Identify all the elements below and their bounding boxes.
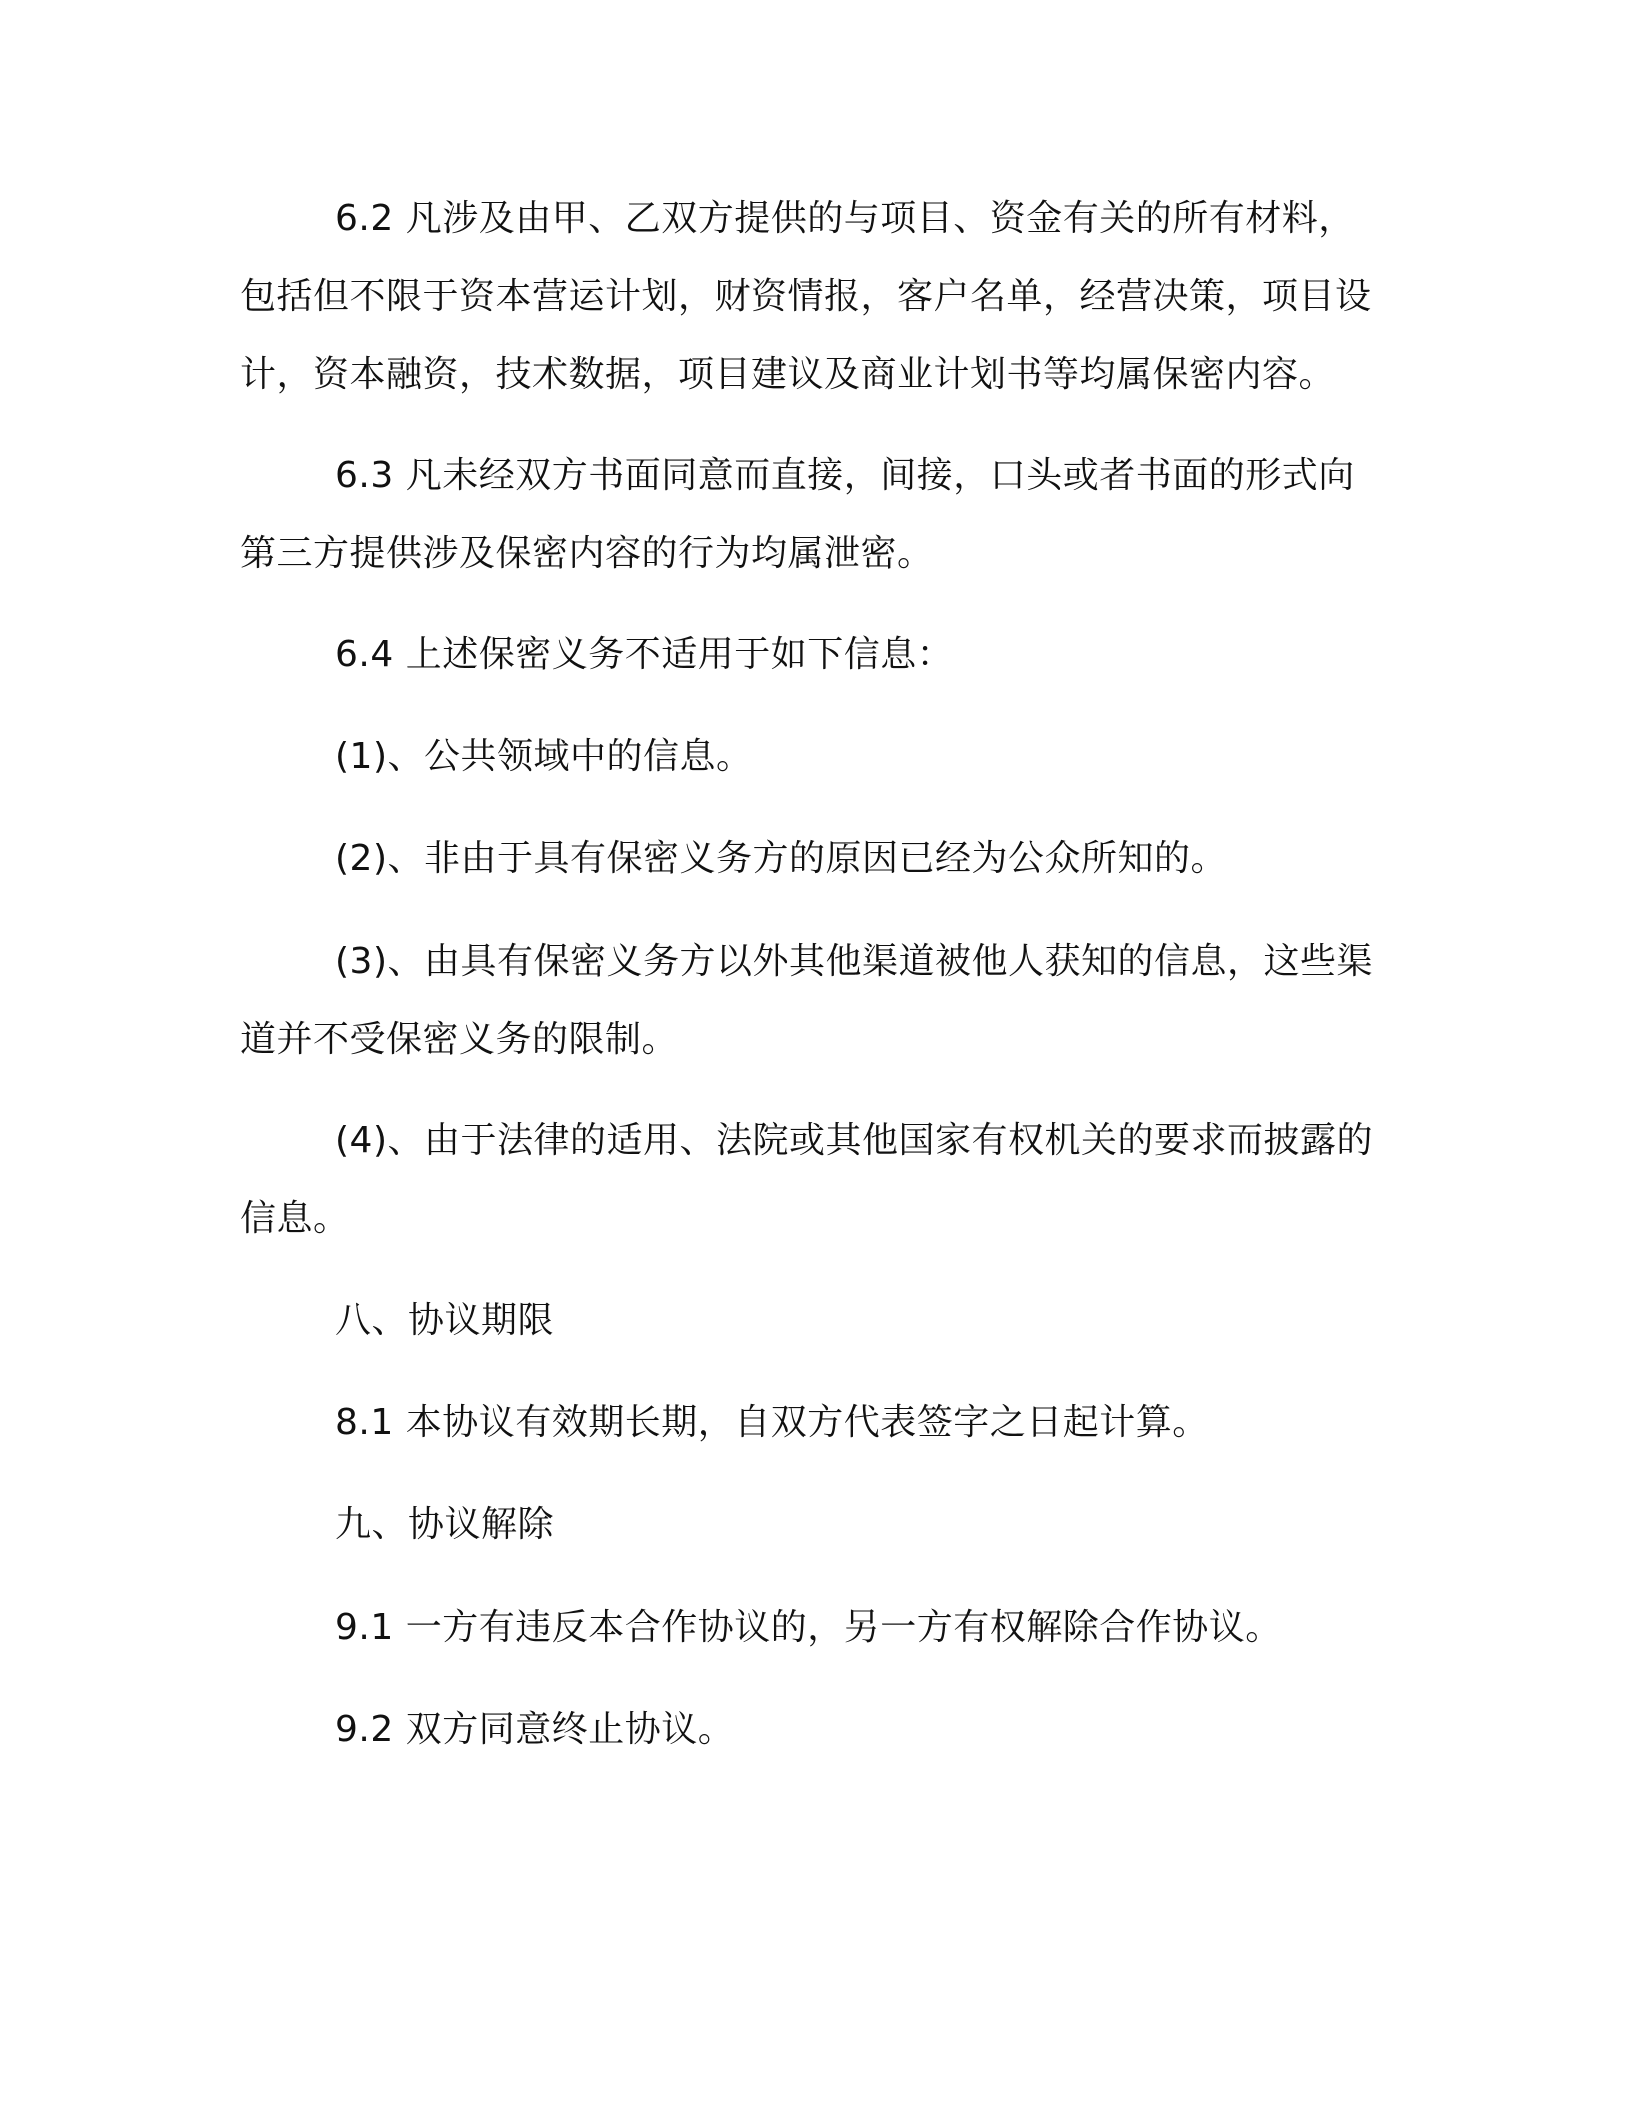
paragraph-item-4: (4)、由于法律的适用、法院或其他国家有权机关的要求而披露的信息。 <box>240 1120 1373 1239</box>
paragraph-item-2: (2)、非由于具有保密义务方的原因已经为公众所知的。 <box>335 838 1227 879</box>
section-heading-8: 八、协议期限 <box>335 1300 555 1341</box>
paragraph-6-2: 6.2 凡涉及由甲、乙双方提供的与项目、资金有关的所有材料，包括但不限于资本营运计划，财资情报，客户名单，经营决策，项目设计，资本融资，技术数据，项目建议及商业计划书等均属保密内容。 <box>240 198 1372 395</box>
paragraph-6-4: 6.4 上述保密义务不适用于如下信息： <box>335 634 954 675</box>
paragraph-6-3: 6.3 凡未经双方书面同意而直接，间接，口头或者书面的形式向第三方提供涉及保密内容的行为均属泄密。 <box>240 455 1355 574</box>
section-heading-9: 九、协议解除 <box>335 1504 555 1545</box>
paragraph-item-3: (3)、由具有保密义务方以外其他渠道被他人获知的信息，这些渠道并不受保密义务的限制。 <box>240 941 1373 1060</box>
paragraph-9-1: 9.1 一方有违反本合作协议的，另一方有权解除合作协议。 <box>335 1607 1282 1648</box>
paragraph-9-2: 9.2 双方同意终止协议。 <box>335 1709 735 1750</box>
paragraph-8-1: 8.1 本协议有效期长期，自双方代表签字之日起计算。 <box>335 1402 1209 1443</box>
paragraph-item-1: (1)、公共领域中的信息。 <box>335 736 753 777</box>
